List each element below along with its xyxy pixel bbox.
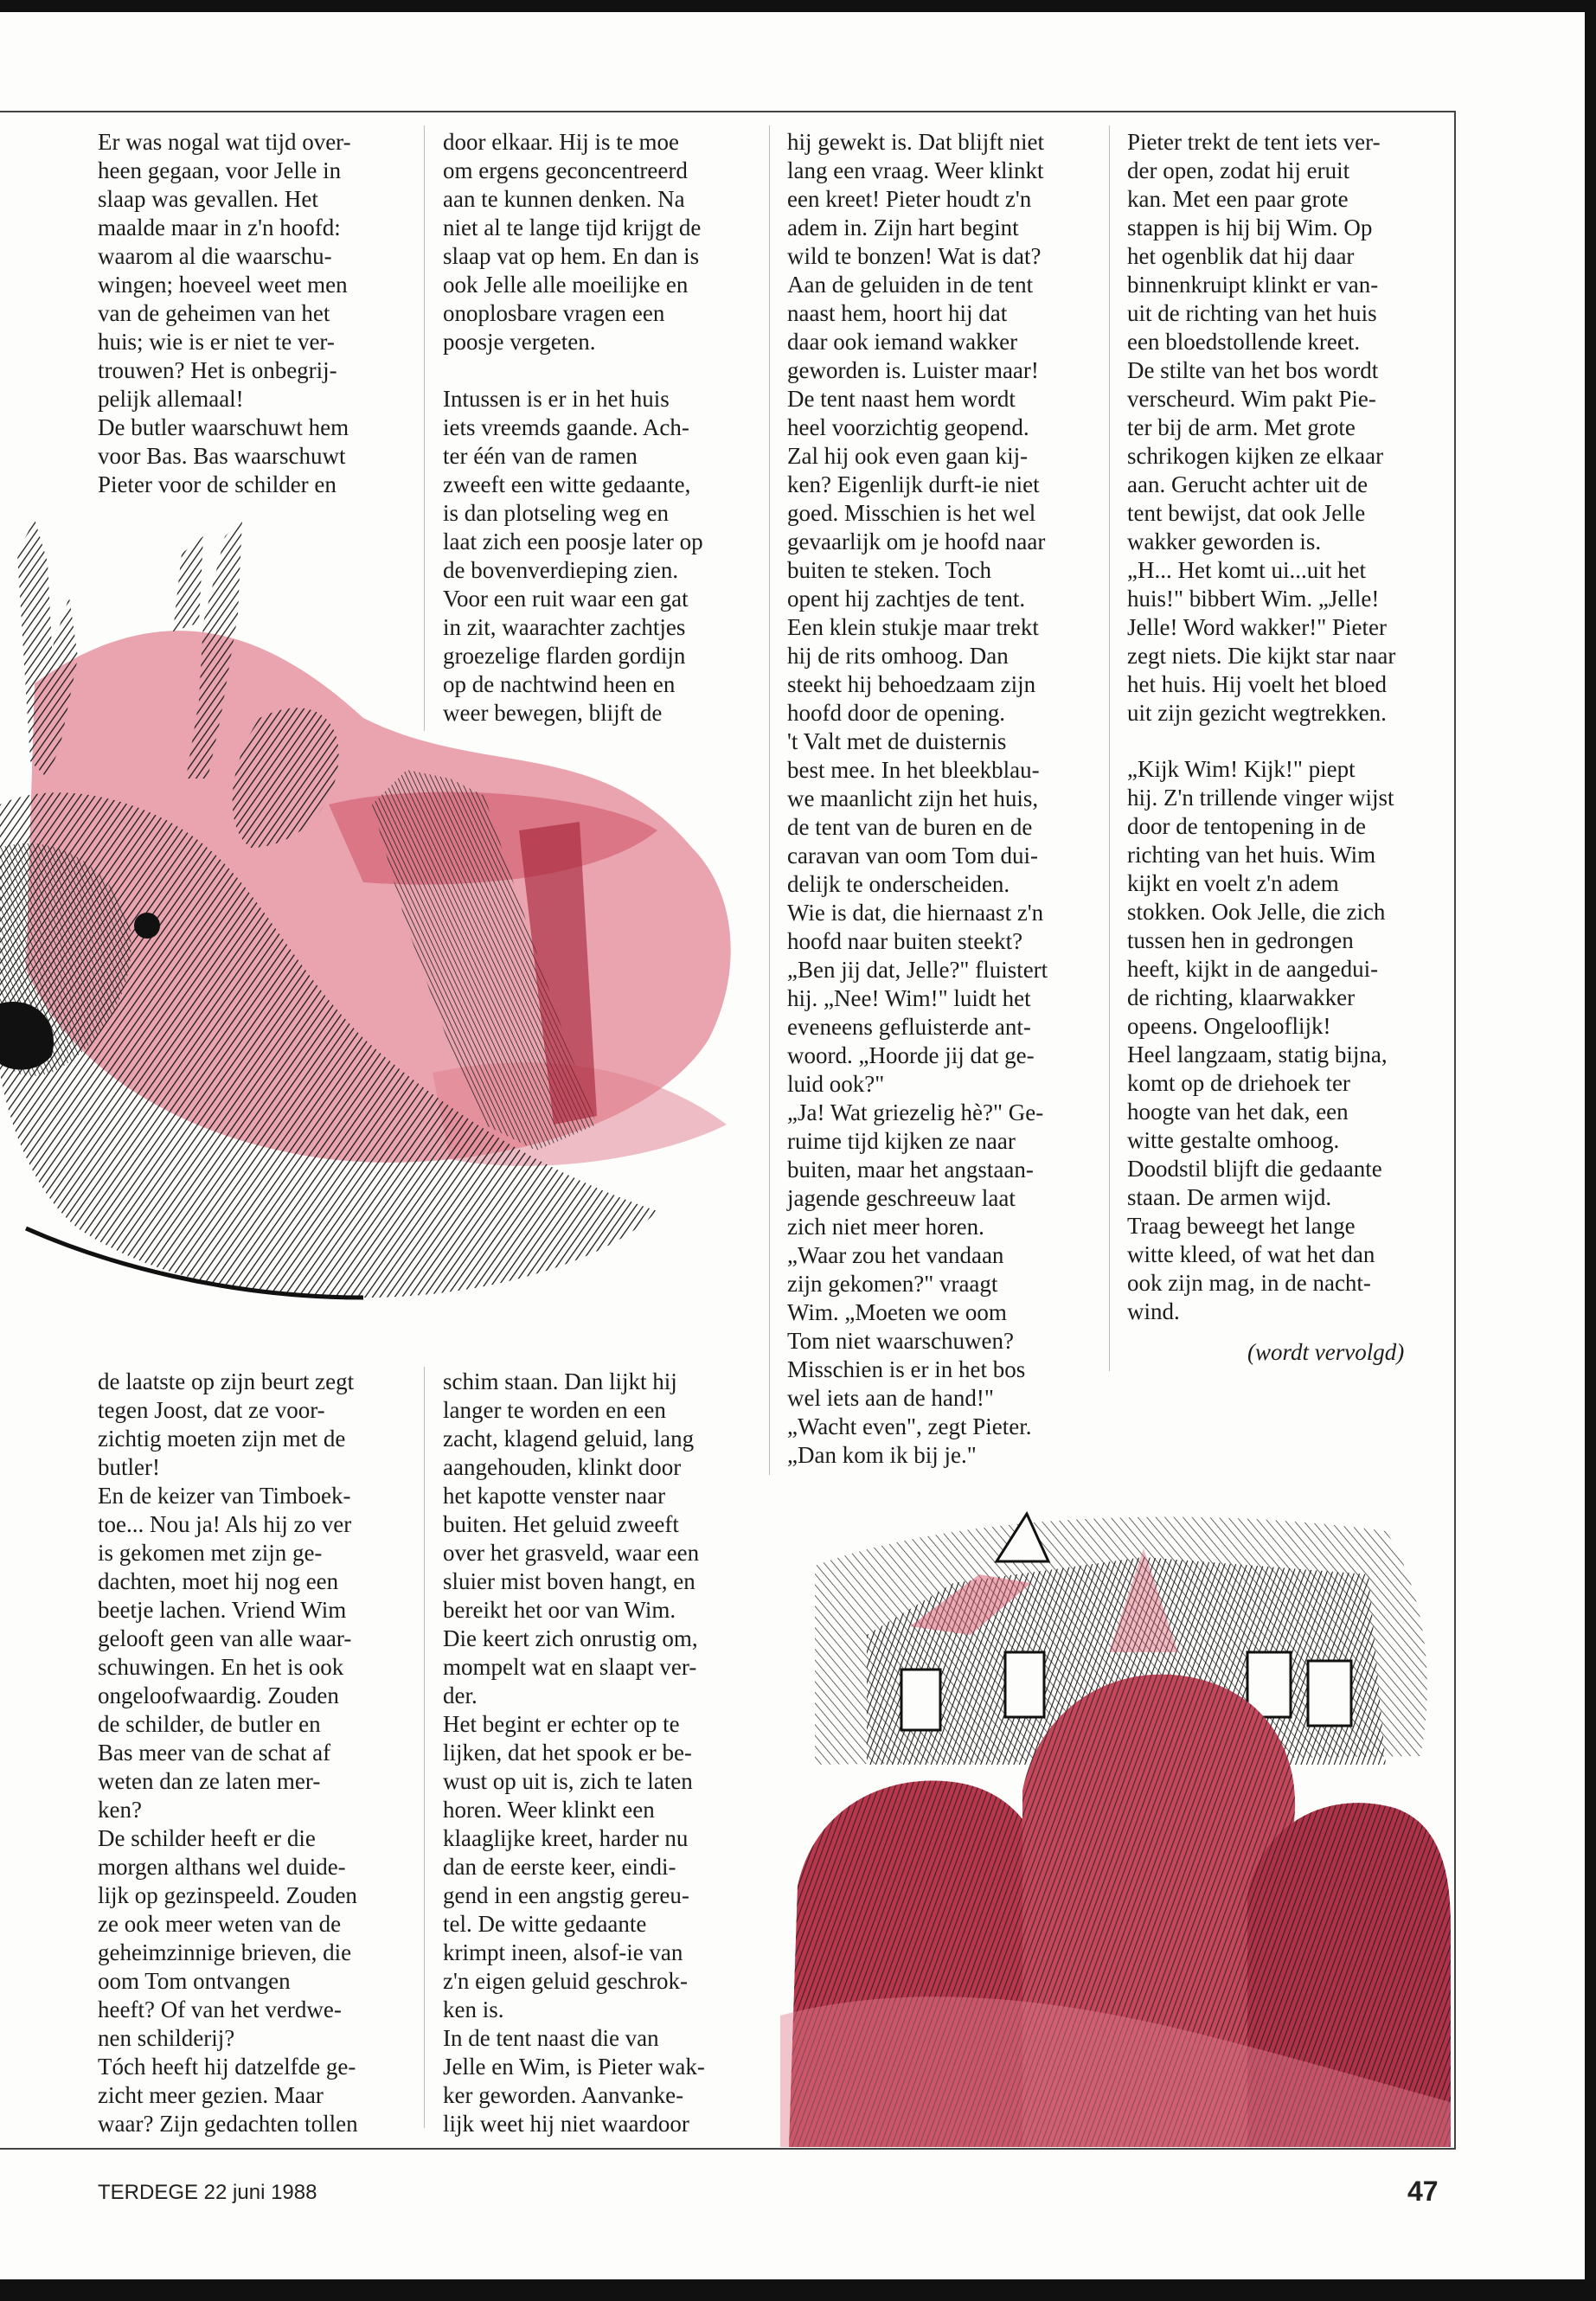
column-4-paragraph-1: Pieter trekt de tent iets ver- der open, zodat hij eruit kan. Met een paar grote stappen is hij bij Wim. Op het ogenblik dat hij daar binnenkruipt klinkt er van- uit de richting van het huis een bloedstollende kreet. De stilte van het bos wordt verscheurd. Wim pakt Pie- ter bij de arm. Met grote schrikogen kijken ze elkaar aan. Gerucht achter uit de tent bewijst, dat ook Jelle wakker geworden is. „H... Het komt ui...uit het huis!" bibbert Wim. „Jelle! Jelle! Word wakker!" Pieter zegt niets. Die kijkt star naar het huis. Hij voelt het bloed uit zijn gezicht wegtrekken. <box>1127 129 1396 726</box>
scan-border-bottom <box>0 2279 1596 2301</box>
children-house-illustration <box>780 1479 1451 2147</box>
continued-note: (wordt vervolgd) <box>1247 1339 1405 1365</box>
column-rule <box>424 1367 425 2128</box>
scan-border-top <box>0 0 1596 12</box>
column-2-paragraph-2: Intussen is er in het huis iets vreemds gaande. Ach- ter één van de ramen zweeft een witte gedaante, is dan plotseling weg en laat zich een poosje later op de bovenverdieping zien. Voor een ruit waar een gat in zit, waarachter zachtjes groezelige flarden gordijn op de nachtwind heen en weer bewegen, blijft de <box>443 386 703 726</box>
column-rule <box>1109 125 1110 1371</box>
frame-top-rule <box>0 111 1456 112</box>
column-rule <box>769 125 770 1475</box>
column-3-text: hij gewekt is. Dat blijft niet lang een vraag. Weer klinkt een kreet! Pieter houdt z'n adem in. Zijn hart begint wild te bonzen! Wat is dat? Aan de geluiden in de tent naast hem, hoort hij dat daar ook iemand wakker geworden is. Luister maar! De tent naast hem wordt heel voorzichtig geopend. Zal hij ook even gaan kij- ken? Eigenlijk durft-ie niet goed. Misschien is het wel gevaarlijk om je hoofd naar buiten te steken. Toch opent hij zachtjes de tent. Een klein stukje maar trekt hij de rits omhoog. Dan steekt hij behoedzaam zijn hoofd door de opening. 't Valt met de duisternis best mee. In het bleekblau- we maanlicht zijn het huis, de tent van de buren en de caravan van oom Tom dui- delijk te onderscheiden. Wie is dat, die hiernaast z'n hoofd naar buiten steekt? „Ben jij dat, Jelle?" fluistert hij. „Nee! Wim!" luidt het eveneens gefluisterde ant- woord. „Hoorde jij dat ge- luid ook?" „Ja! Wat griezelig hè?" Ge- ruime tijd kijken ze naar buiten, maar het angstaan- jagende geschreeuw laat zich niet meer horen. „Waar zou het vandaan zijn gekomen?" vraagt Wim. „Moeten we oom Tom niet waarschuwen? Misschien is er in het bos wel iets aan de hand!" „Wacht even", zegt Pieter. „Dan kom ik bij je." <box>787 129 1048 1468</box>
column-1-bottom-text: de laatste op zijn beurt zegt tegen Joost, dat ze voor- zichtig moeten zijn met de butler! En de keizer van Timboek- toe... Nou ja! Als hij zo ver is gekomen met zijn ge- dachten, moet hij nog een beetje lachen. Vriend Wim gelooft geen van alle waar- schuwingen. En het is ook ongeloofwaardig. Zouden de schilder, de butler en Bas meer van de schat af weten dan ze laten mer- ken? De schilder heeft er die morgen althans wel duide- lijk op gezinspeeld. Zouden ze ook meer weten van de geheimzinnige brieven, die oom Tom ontvangen heeft? Of van het verdwe- nen schilderij? Tóch heeft hij datzelfde ge- zicht meer gezien. Maar waar? Zijn gedachten tollen <box>98 1368 358 2137</box>
frame-right-rule <box>1454 111 1456 2149</box>
column-1-top-text: Er was nogal wat tijd over- heen gegaan, voor Jelle in slaap was gevallen. Het maalde maar in z'n hoofd: waarom al die waarschu- wingen; hoeveel weet men van de geheimen van het huis; wie is er niet te ver- trouwen? Het is onbegrij- pelijk allemaal! De butler waarschuwt hem voor Bas. Bas waarschuwt Pieter voor de schilder en <box>98 129 351 497</box>
scan-border-right <box>1585 0 1596 2301</box>
column-4-paragraph-2: „Kijk Wim! Kijk!" piept hij. Z'n trillende vinger wijst door de tentopening in de richting van het huis. Wim kijkt en voelt z'n adem stokken. Ook Jelle, die zich tussen hen in gedrongen heeft, kijkt in de aangedui- de richting, klaarwakker opeens. Ongelooflijk! Heel langzaam, statig bijna, komt op de driehoek ter hoogte van het dak, een witte gestalte omhoog. Doodstil blijft die gedaante staan. De armen wijd. Traag beweegt het lange witte kleed, of wat het dan ook zijn mag, in de nacht- wind. <box>1127 756 1394 1324</box>
column-2-bottom-text: schim staan. Dan lijkt hij langer te worden en een zacht, klagend geluid, lang aangehouden, klinkt door het kapotte venster naar buiten. Het geluid zweeft over het grasveld, waar een sluier mist boven hangt, en bereikt het oor van Wim. Die keert zich onrustig om, mompelt wat en slaapt ver- der. Het begint er echter op te lijken, dat het spook er be- wust op uit is, zich te laten horen. Weer klinkt een klaaglijke kreet, harder nu dan de eerste keer, eindi- gend in een angstig gereu- tel. De witte gedaante krimpt ineen, alsof-ie van z'n eigen geluid geschrok- ken is. In de tent naast die van Jelle en Wim, is Pieter wak- ker geworden. Aanvanke- lijk weet hij niet waardoor <box>443 1368 705 2137</box>
footer-publication: TERDEGE 22 juni 1988 <box>98 2181 317 2204</box>
page-number: 47 <box>1407 2176 1439 2207</box>
bleed-through <box>606 12 1021 47</box>
frame-bottom-rule <box>0 2148 1456 2150</box>
column-2-paragraph-1: door elkaar. Hij is te moe om ergens geconcentreerd aan te kunnen denken. Na niet al te lange tijd krijgt de slaap vat op hem. En dan is ook Jelle alle moeilijke en onoplosbare vragen een poosje vergeten. <box>443 129 702 355</box>
